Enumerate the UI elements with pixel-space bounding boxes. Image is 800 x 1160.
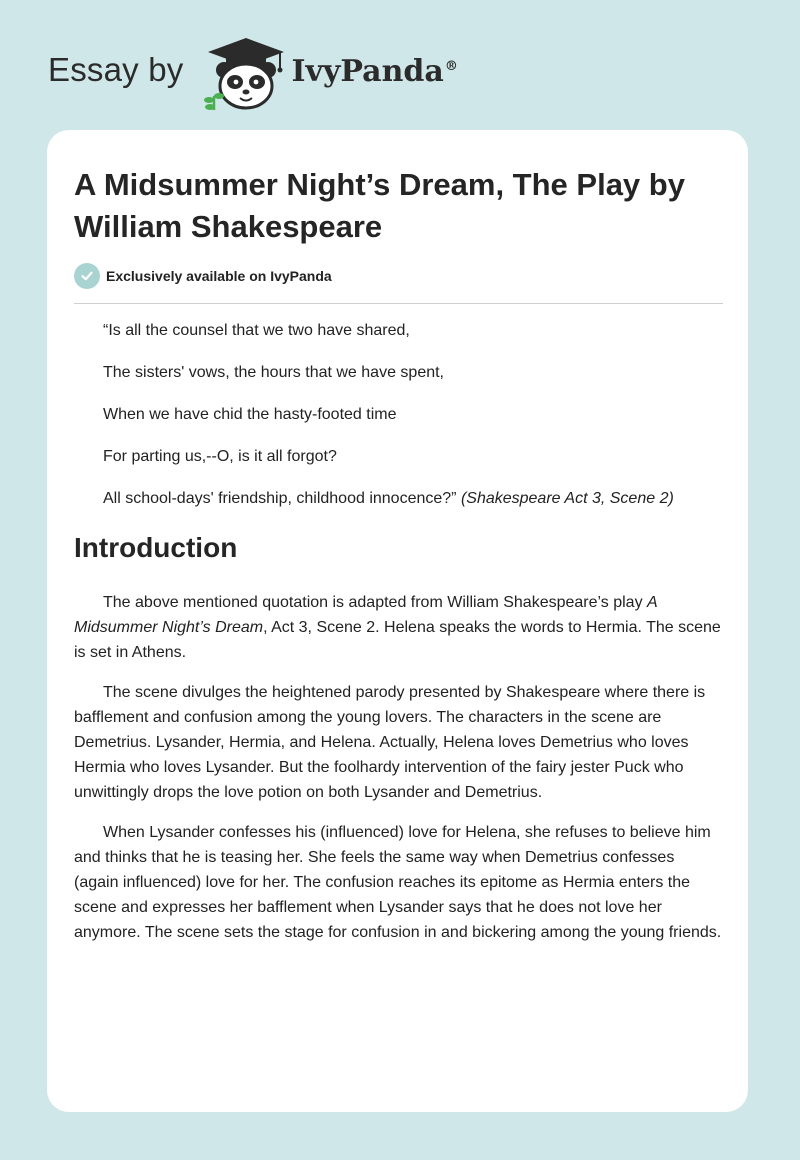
title-divider xyxy=(74,303,723,304)
exclusive-label: Exclusively available on IvyPanda xyxy=(106,268,332,284)
paragraph: The above mentioned quotation is adapted from William Shakespeare’s play A Midsummer Night’s Dream, Act 3, Scene 2. Helena speaks the words to Hermia. The scene is set in Athens. xyxy=(74,594,721,661)
quote-line: “Is all the counsel that we two have shared, xyxy=(103,322,410,339)
essay-title: A Midsummer Night’s Dream, The Play by William Shakespeare xyxy=(74,167,685,244)
brand-header xyxy=(48,36,458,112)
opening-quotation xyxy=(103,320,733,530)
quote-citation: (Shakespeare Act 3, Scene 2) xyxy=(460,490,674,507)
panda-logo-icon[interactable] xyxy=(202,36,290,112)
exclusive-badge xyxy=(74,263,332,289)
quote-line-text: All school-days' friendship, childhood innocence?” xyxy=(103,490,457,507)
checkmark-icon xyxy=(74,263,100,289)
essay-card xyxy=(47,130,748,1112)
brand-prefix: Essay by xyxy=(48,51,184,88)
quote-line: For parting us,--O, is it all forgot? xyxy=(103,448,337,465)
brand-name: IvyPanda® xyxy=(291,53,458,89)
introduction-body xyxy=(74,590,722,960)
quote-line: The sisters' vows, the hours that we have spent, xyxy=(103,364,444,381)
play-title-italic: A Midsummer Night’s Dream xyxy=(74,594,658,636)
registered-mark: ® xyxy=(444,58,458,74)
quote-line-last xyxy=(103,488,733,510)
paragraph: When Lysander confesses his (influenced) love for Helena, she refuses to believe him and thinks that he is teasing her. She feels the same way when Demetrius confesses (again influenced) love for her. The confusion reaches its epitome as Hermia enters the scene and expresses her bafflement when Lysander says that he does not love her anymore. The scene sets the stage for confusion in and bickering among the young friends. xyxy=(74,824,722,941)
section-heading-introduction: Introduction xyxy=(74,532,238,563)
quote-line: When we have chid the hasty-footed time xyxy=(103,406,397,423)
paragraph: The scene divulges the heightened parody presented by Shakespeare where there is bafflement and confusion among the young lovers. The characters in the scene are Demetrius. Lysander, Hermia, and Helena. Actually, Helena loves Demetrius who loves Hermia who loves Lysander. But the foolhardy intervention of the fairy jester Puck who unwittingly drops the love potion on both Lysander and Demetrius. xyxy=(74,684,706,801)
